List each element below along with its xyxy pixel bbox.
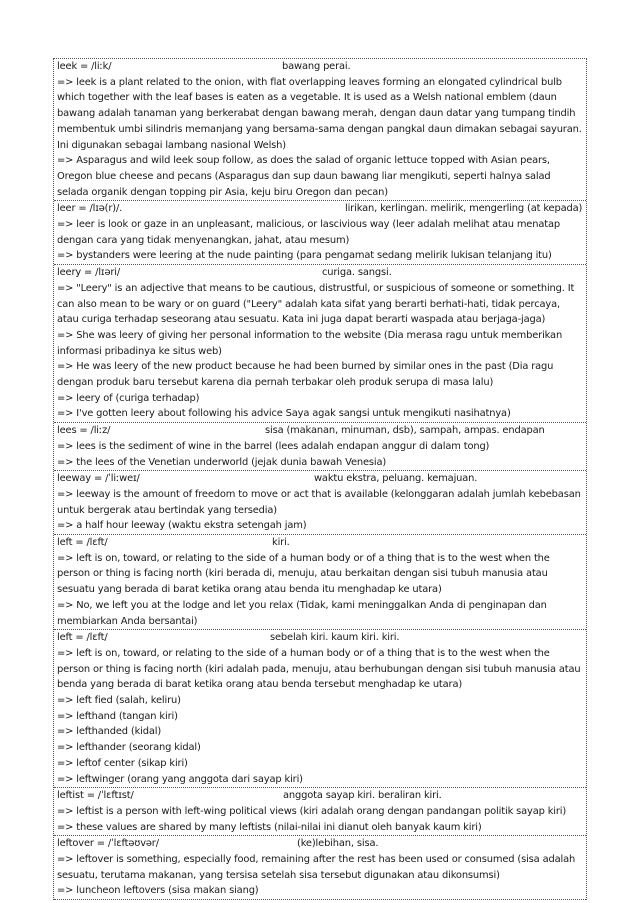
entry-header — [57, 59, 583, 75]
entry-term: left = /lɛft/ — [57, 632, 108, 644]
dictionary-entry — [54, 535, 586, 630]
dictionary-entry — [54, 788, 586, 836]
entry-meaning: anggota sayap kiri. beraliran kiri. — [283, 790, 442, 802]
entry-line: => leery of (curiga terhadap) — [57, 392, 200, 404]
entry-meaning: waktu ekstra, peluang. kemajuan. — [314, 473, 478, 485]
entry-meaning: sebelah kiri. kaum kiri. kiri. — [270, 632, 400, 644]
dictionary-entry — [54, 201, 586, 265]
entry-header — [57, 836, 583, 852]
entry-line: => left is on, toward, or relating to the side of a human body or of a thing that is to the west when the person or thing is facing north (kiri berada di, menuju, atau berkaitan dengan sisi tubuh manusia atau sesuatu yang berada di barat ketika orang atau benda itu menghadap ke utara) — [57, 552, 550, 596]
entry-line: => lefthand (tangan kiri) — [57, 710, 178, 722]
entry-line: => leeway is the amount of freedom to move or act that is available (kelonggaran adalah jumlah kebebasan untuk bergerak atau bertindak yang tersedia) — [57, 488, 581, 516]
entry-line: => leftover is something, especially food, remaining after the rest has been used or consumed (sisa adalah sesuatu, terutama makanan, yang tersisa setelah sisa tersebut digunakan atau dikonsumsi) — [57, 854, 576, 881]
entry-header — [57, 788, 583, 804]
entry-line: => lefthanded (kidal) — [57, 726, 162, 738]
dictionary-entry — [54, 59, 586, 201]
entry-line: => No, we left you at the lodge and let you relax (Tidak, kami meninggalkan Anda di penginapan dan membiarkan Anda bersantai) — [57, 599, 547, 627]
entry-meaning: bawang perai. — [282, 61, 351, 72]
dictionary-entry — [54, 836, 586, 900]
entry-meaning: sisa (makanan, minuman, dsb), sampah, ampas. endapan — [265, 425, 545, 437]
dictionary-entry — [54, 265, 586, 423]
entry-line: => the lees of the Venetian underworld (jejak dunia bawah Venesia) — [57, 456, 387, 468]
dictionary-page — [53, 58, 587, 900]
entry-term: leftover = /ˈlɛftəʊvər/ — [57, 838, 159, 850]
entry-line: => "Leery" is an adjective that means to be cautious, distrustful, or suspicious of someone or something. It can also mean to be wary or on guard ("Leery" adalah kata sifat yang berarti berhati-hati, tidak percaya, atau curiga terhadap seseorang atau sesuatu. Kata ini juga dapat berarti waspada atau berjaga-jaga) — [57, 282, 575, 326]
entry-term: leek = /liːk/ — [57, 61, 112, 72]
entry-header — [57, 471, 583, 487]
entry-line: => leftof center (sikap kiri) — [57, 757, 188, 769]
dictionary-entry — [54, 423, 586, 471]
entry-line: => left is on, toward, or relating to the side of a human body or of a thing that is to the west when the person or thing is facing north (kiri adalah pada, menuju, atau berhubungan dengan sisi tubuh manusia atau benda yang berada di barat ketika orang atau benda tersebut menghadap ke utara) — [57, 647, 581, 691]
entry-line: => a half hour leeway (waktu ekstra setengah jam) — [57, 520, 307, 532]
entry-meaning: kiri. — [272, 537, 290, 549]
entry-line: => left fied (salah, keliru) — [57, 695, 181, 707]
entry-term: leer = /lɪə(r)/. — [57, 203, 123, 215]
entry-line: => He was leery of the new product because he had been burned by similar ones in the past (Dia ragu dengan produk baru tersebut karena dia pernah terbakar oleh produk serupa di masa lalu) — [57, 361, 554, 389]
entry-line: => lefthander (seorang kidal) — [57, 742, 201, 754]
entry-term: leftist = /ˈlɛftɪst/ — [57, 790, 134, 802]
entry-line: => these values are shared by many leftists (nilai-nilai ini dianut oleh banyak kaum kiri) — [57, 821, 482, 833]
entry-line: => She was leery of giving her personal information to the website (Dia merasa ragu untuk memberikan informasi pribadinya ke situs web) — [57, 329, 563, 357]
entry-term: leeway = /ˈliːweɪ/ — [57, 473, 140, 485]
entry-term: left = /lɛft/ — [57, 537, 108, 549]
entry-header — [57, 265, 583, 281]
entry-line: => leftist is a person with left-wing political views (kiri adalah orang dengan pandangan politik sayap kiri) — [57, 805, 567, 817]
entry-line: => leftwinger (orang yang anggota dari sayap kiri) — [57, 773, 303, 785]
entry-line: => Asparagus and wild leek soup follow, as does the salad of organic lettuce topped with Asian pears, Oregon blue cheese and pecans (Asparagus dan sup daun bawang liar mengikuti, seperti halnya salad selada organik dengan topping pir Asia, keju biru Oregon dan pecan) — [57, 155, 551, 198]
dictionary-entry — [54, 471, 586, 535]
entry-line: => luncheon leftovers (sisa makan siang) — [57, 885, 259, 897]
entry-term: leery = /lɪəri/ — [57, 267, 121, 279]
dictionary-entry — [54, 630, 586, 788]
entry-header — [57, 630, 583, 646]
entry-line: => leek is a plant related to the onion, with flat overlapping leaves forming an elongated cylindrical bulb which together with the leaf bases is eaten as a vegetable. It is used as a Welsh national emblem (daun bawang adalah tanaman yang berkerabat dengan bawang merah, dengan daun datar yang tumpang tindih membentuk umbi silindris memanjang yang bersama-sama dengan pangkal daun dimakan sebagai sayuran. Ini digunakan sebagai lambang nasional Welsh) — [57, 76, 582, 151]
entry-term: lees = /liːz/ — [57, 425, 111, 437]
entry-header — [57, 201, 583, 217]
entry-line: => bystanders were leering at the nude painting (para pengamat sedang melirik lukisan telanjang itu) — [57, 250, 552, 262]
entry-meaning: (ke)lebihan, sisa. — [297, 838, 379, 850]
entry-line: => leer is look or gaze in an unpleasant, malicious, or lascivious way (leer adalah melihat atau menatap dengan cara yang tidak menyenangkan, jahat, atau mesum) — [57, 219, 560, 246]
entry-meaning: lirikan, kerlingan. melirik, mengerling (at kepada) — [345, 203, 583, 215]
entry-line: => I've gotten leery about following his advice Saya agak sangsi untuk mengikuti nasihatnya) — [57, 408, 511, 420]
entry-line: => lees is the sediment of wine in the barrel (lees adalah endapan anggur di dalam tong) — [57, 440, 490, 452]
entry-header — [57, 423, 583, 439]
entry-meaning: curiga. sangsi. — [322, 267, 392, 279]
entry-header — [57, 535, 583, 551]
